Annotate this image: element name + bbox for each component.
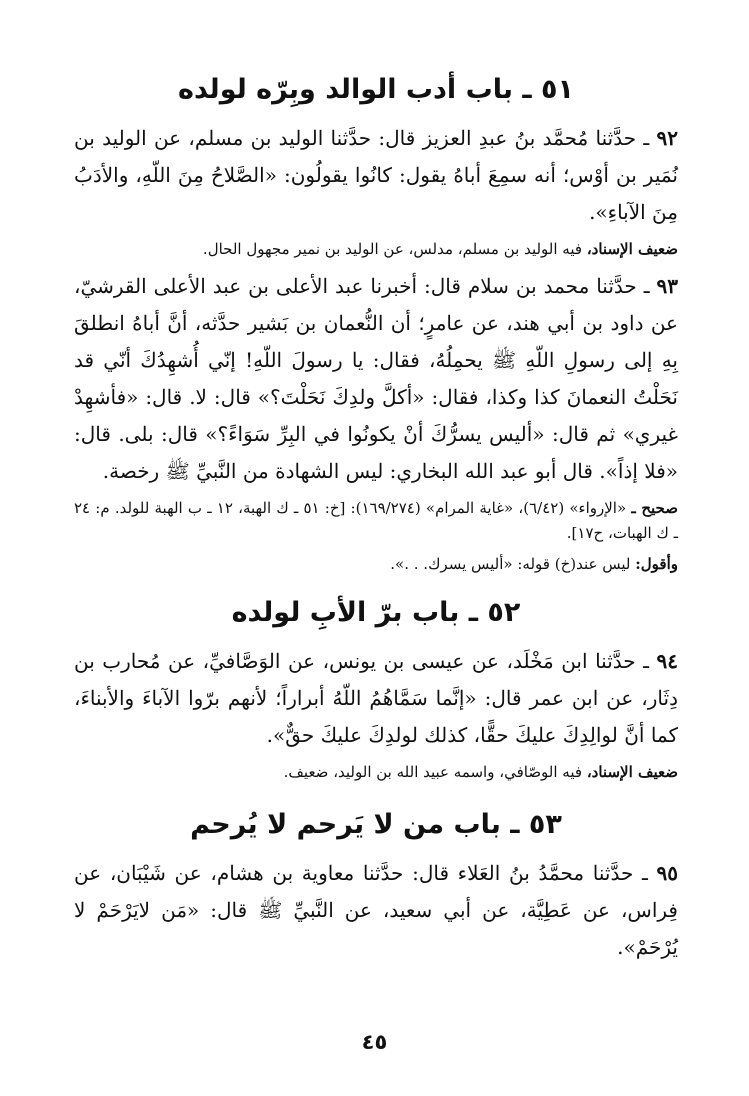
grade-text: «الإرواء» (٦/٤٢)، «غاية المرام» (١٦٩/٢٧٤): [خ: ٥١ ـ ك الهبة، ١٢ ـ ب الهبة للولد. م: ٢٤ ـ ك الهبات، ح١٧]. xyxy=(74,499,678,542)
note-text: ليس عند(خ) قوله: «أليس يسرك. . .». xyxy=(390,555,636,573)
chapter-title-51: ٥١ ـ باب أدب الوالد وبِرّه لولده xyxy=(178,74,574,105)
grade-label: ضعيف الإسناد، xyxy=(586,240,678,258)
page-number: ٤٥ xyxy=(361,1030,388,1054)
grade-text: فيه الوليد بن مسلم، مدلس، عن الوليد بن نمير مجهول الحال. xyxy=(202,240,587,258)
hadith-text: ـ حدَّثنا مُحمَّد بنُ عبدِ العزيز قال: حدَّثنا الوليد بن مسلم، عن الوليد بن نُمَير بن أوْس؛ أنه سمِعَ أباهُ يقول: كانُوا يقولُون: «الصَّلاحُ مِنَ اللّهِ، والأدَبُ مِنَ الآباءِ». xyxy=(74,126,678,224)
hadith-95 xyxy=(74,855,678,966)
hadith-number: ٩٤ xyxy=(656,649,678,673)
hadith-text: ـ حدَّثنا محمَّدُ بنُ العَلاء قال: حدَّثنا معاوية بن هشام، عن شَيْبَان، عن فِراس، عن عَطِيَّة، عن أبي سعيد، عن النَّبيِّ ﷺ قال: «مَن لايَرْحَمْ لا يُرْحَمْ». xyxy=(74,861,678,959)
hadith-note-93 xyxy=(74,552,678,577)
chapter-title-53: ٥٣ ـ باب من لا يَرحم لا يُرحم xyxy=(190,809,562,840)
hadith-92 xyxy=(74,120,678,231)
page-body xyxy=(74,70,678,966)
grade-text: فيه الوصّافي، واسمه عبيد الله بن الوليد، ضعيف. xyxy=(283,763,587,781)
hadith-93 xyxy=(74,268,678,490)
grade-label: صحيح ـ xyxy=(631,499,678,517)
hadith-grade-93 xyxy=(74,496,678,546)
hadith-text: ـ حدَّثنا محمد بن سلام قال: أخبرنا عبد الأعلى بن عبد الأعلى القرشيّ، عن داود بن أبي هند، عن عامرٍ؛ أن النُّعمان بن بَشير حدَّثه، أنَّ أباهُ انطلقَ بِهِ إلى رسولِ اللّهِ ﷺ يحمِلُهُ، فقال: يا رسولَ اللّهِ! إنّي أُشهِدُكَ أنّي قد نَحَلْتُ النعمانَ كذا وكذا، فقال: «أكلَّ ولدِكَ نَحَلْتَ؟» قال: لا. قال: «فأشهِدْ غيري» ثم قال: «أليس يسرُّكَ أنْ يكونُوا في البِرِّ سَوَاءً؟» قال: بلى. قال: «فلا إذاً». قال أبو عبد الله البخاري: ليس الشهادة من النَّبيِّ ﷺ رخصة. xyxy=(74,274,678,483)
chapter-title-52: ٥٢ ـ باب برّ الأبِ لولده xyxy=(231,597,521,628)
hadith-number: ٩٣ xyxy=(656,274,678,298)
hadith-grade-92 xyxy=(74,237,678,262)
hadith-grade-94 xyxy=(74,760,678,785)
hadith-text: ـ حدَّثنا ابن مَخْلَد، عن عيسى بن يونس، عن الوَصَّافيِّ، عن مُحارب بن دِثَار، عن ابن عمر قال: «إنَّما سَمَّاهُمُ اللّهُ أبراراً؛ لأنهم برّوا الآباءَ والأبناءَ، كما أنَّ لوالِدِكَ عليكَ حقًّا، كذلك لولدِكَ عليكَ حقٌّ». xyxy=(74,649,678,747)
grade-label: ضعيف الإسناد، xyxy=(586,763,678,781)
hadith-number: ٩٢ xyxy=(656,126,678,150)
note-label: وأقول: xyxy=(635,555,678,573)
hadith-number: ٩٥ xyxy=(656,861,678,885)
hadith-94 xyxy=(74,643,678,754)
